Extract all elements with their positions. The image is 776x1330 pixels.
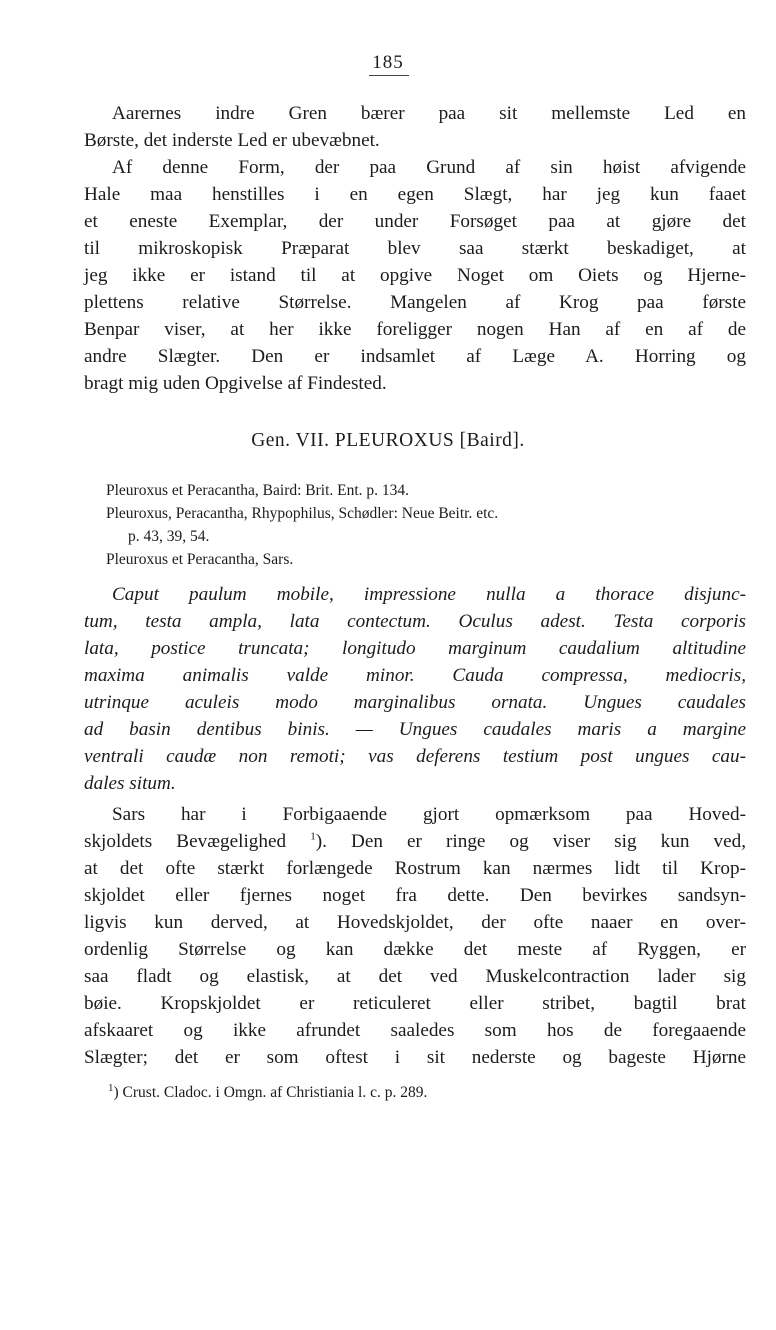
diagnosis-line-2: tum, testa ampla, lata contectum. Oculus adest. Testa corporis — [84, 611, 746, 632]
footnote-text: ) Crust. Cladoc. i Omgn. af Christiania l. c. p. 289. — [113, 1084, 428, 1101]
synonym-line-1: Pleuroxus et Peracantha, Baird: Brit. Ent. p. 134. — [106, 482, 410, 499]
page-number-rule — [369, 75, 409, 76]
para2-line-7: Benpar viser, at her ikke foreligger nogen Han af en af de — [84, 319, 746, 340]
para3-line-6: ordenlig Størrelse og kan dække det meste af Ryggen, er — [84, 939, 746, 960]
diagnosis-line-4: maxima animalis valde minor. Cauda compressa, mediocris, — [84, 665, 746, 686]
para3-line-4: skjoldet eller fjernes noget fra dette. Den bevirkes sandsyn- — [84, 885, 746, 906]
diagnosis-line-1: Caput paulum mobile, impressione nulla a thorace disjunc- — [112, 584, 746, 605]
footnote-reference: 1 — [310, 830, 316, 843]
para3-line-2-start: skjoldets Bevægelighed — [84, 831, 287, 852]
para3-line-3: at det ofte stærkt forlængede Rostrum kan nærmes lidt til Krop- — [84, 858, 746, 879]
para2-line-2: Hale maa henstilles i en egen Slægt, har jeg kun faaet — [84, 184, 746, 205]
para3-line-2 — [84, 829, 746, 855]
para2-line-5: jeg ikke er istand til at opgive Noget om Oiets og Hjerne- — [84, 265, 746, 286]
diagnosis-line-8: dales situm. — [84, 773, 176, 794]
para3-line-5: ligvis kun derved, at Hovedskjoldet, der ofte naaer en over- — [84, 912, 746, 933]
footnote — [108, 1081, 746, 1102]
diagnosis-line-7: ventrali caudæ non remoti; vas deferens testium post ungues cau- — [84, 746, 746, 767]
footnote-marker: 1 — [108, 1081, 114, 1094]
para2-line-4: til mikroskopisk Præparat blev saa stærkt beskadiget, at — [84, 238, 746, 259]
para3-line-1: Sars har i Forbigaaende gjort opmærksom paa Hoved- — [112, 804, 746, 825]
para3-line-7: saa fladt og elastisk, at det ved Muskelcontraction lader sig — [84, 966, 746, 987]
synonym-line-2: Pleuroxus, Peracantha, Rhypophilus, Schødler: Neue Beitr. etc. — [106, 505, 499, 522]
para3-line-8: bøie. Kropskjoldet er reticuleret eller stribet, bagtil brat — [84, 993, 746, 1014]
para2-line-1: Af denne Form, der paa Grund af sin høist afvigende — [112, 157, 746, 178]
para2-line-6: plettens relative Størrelse. Mangelen af Krog paa første — [84, 292, 746, 313]
para1-line-1: Aarernes indre Gren bærer paa sit mellemste Led en — [112, 103, 746, 124]
diagnosis-line-6: ad basin dentibus binis. — Ungues caudales maris a margine — [84, 719, 746, 740]
para2-line-9: bragt mig uden Opgivelse af Findested. — [84, 373, 387, 394]
page-number: 185 — [372, 52, 404, 73]
genus-heading: Gen. VII. PLEUROXUS [Baird]. — [251, 430, 525, 451]
para1-line-2: Børste, det inderste Led er ubevæbnet. — [84, 130, 380, 151]
para2-line-3: et eneste Exemplar, der under Forsøget paa at gjøre det — [84, 211, 746, 232]
para3-line-10: Slægter; det er som oftest i sit nederste og bageste Hjørne — [84, 1047, 746, 1068]
diagnosis-line-3: lata, postice truncata; longitudo marginum caudalium altitudine — [84, 638, 746, 659]
para3-line-2-end: ). Den er ringe og viser sig kun ved, — [315, 831, 747, 852]
synonym-line-3: p. 43, 39, 54. — [128, 528, 210, 545]
para3-line-9: afskaaret og ikke afrundet saaledes som hos de foregaaende — [84, 1020, 746, 1041]
synonym-line-4: Pleuroxus et Peracantha, Sars. — [106, 551, 294, 568]
para2-line-8: andre Slægter. Den er indsamlet af Læge A. Horring og — [84, 346, 746, 367]
diagnosis-line-5: utrinque aculeis modo marginalibus ornata. Ungues caudales — [84, 692, 746, 713]
